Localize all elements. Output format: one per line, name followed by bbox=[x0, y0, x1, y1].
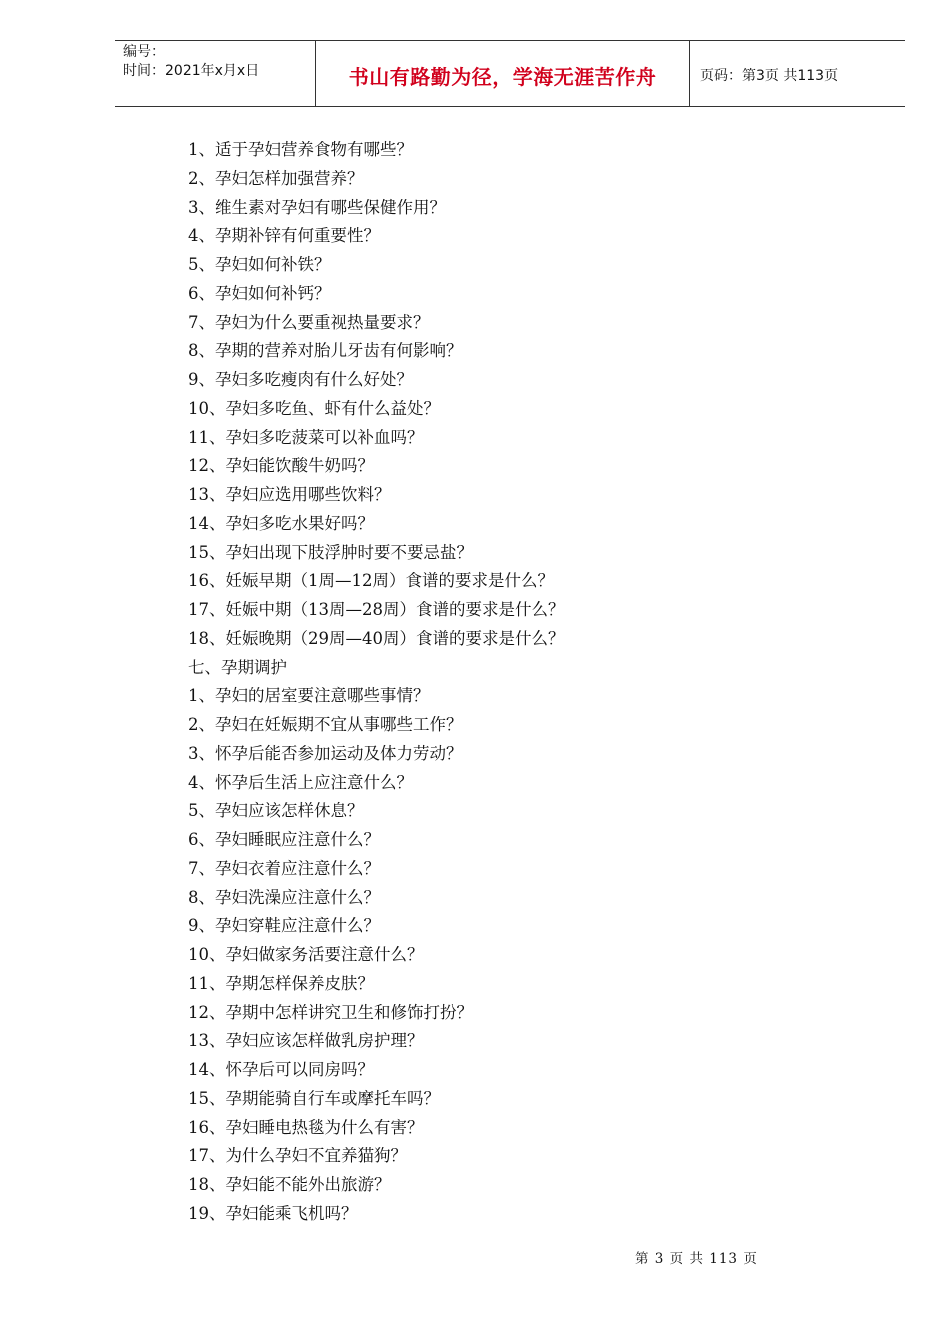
list-item: 2、孕妇怎样加强营养？ bbox=[188, 168, 364, 188]
list-item: 4、怀孕后生活上应注意什么？ bbox=[188, 772, 413, 792]
list-item: 19、孕妇能乘飞机吗？ bbox=[188, 1203, 358, 1223]
list-item: 14、孕妇多吃水果好吗？ bbox=[188, 513, 374, 533]
list-item: 13、孕妇应选用哪些饮料？ bbox=[188, 485, 391, 504]
document-number-label: 编号： bbox=[123, 44, 165, 60]
list-item: 10、孕妇做家务活要注意什么？ bbox=[188, 945, 424, 964]
question-list bbox=[188, 136, 848, 1229]
list-item: 8、孕期的营养对胎儿牙齿有何影响？ bbox=[188, 341, 463, 361]
list-item: 1、适于孕妇营养食物有哪些？ bbox=[188, 140, 413, 159]
list-item: 13、孕妇应该怎样做乳房护理？ bbox=[188, 1031, 424, 1051]
header-meta bbox=[115, 41, 316, 106]
list-item: 12、孕妇能饮酸牛奶吗？ bbox=[188, 456, 374, 476]
list-item: 17、妊娠中期（13周—28周）食谱的要求是什么？ bbox=[188, 600, 565, 619]
list-item: 17、为什么孕妇不宜养猫狗？ bbox=[188, 1146, 407, 1166]
list-item: 6、孕妇睡眠应注意什么？ bbox=[188, 830, 380, 849]
header-motto: 书山有路勤为径，学海无涯苦作舟 bbox=[348, 65, 657, 89]
list-item: 3、怀孕后能否参加运动及体力劳动？ bbox=[188, 743, 463, 763]
list-item: 11、孕妇多吃菠菜可以补血吗？ bbox=[188, 427, 424, 447]
list-item: 6、孕妇如何补钙？ bbox=[188, 283, 331, 303]
list-item: 7、孕妇为什么要重视热量要求？ bbox=[188, 312, 430, 332]
header-motto-cell bbox=[316, 41, 690, 106]
list-item: 4、孕期补锌有何重要性？ bbox=[188, 226, 380, 246]
list-item: 10、孕妇多吃鱼、虾有什么益处？ bbox=[188, 398, 440, 418]
list-item: 15、孕妇出现下肢浮肿时要不要忌盐？ bbox=[188, 542, 473, 562]
header-page-info-cell bbox=[690, 41, 905, 106]
page-header bbox=[115, 40, 905, 107]
list-item: 1、孕妇的居室要注意哪些事情？ bbox=[188, 686, 430, 706]
list-item: 5、孕妇应该怎样休息？ bbox=[188, 801, 364, 821]
list-item: 3、维生素对孕妇有哪些保健作用？ bbox=[188, 197, 446, 217]
list-item: 15、孕期能骑自行车或摩托车吗？ bbox=[188, 1088, 440, 1108]
page-footer: 第 3 页 共 113 页 bbox=[635, 1251, 758, 1267]
list-item: 16、妊娠早期（1周—12周）食谱的要求是什么？ bbox=[188, 571, 554, 591]
list-item: 8、孕妇洗澡应注意什么？ bbox=[188, 887, 380, 907]
list-item: 9、孕妇多吃瘦肉有什么好处？ bbox=[188, 370, 413, 389]
list-item: 5、孕妇如何补铁？ bbox=[188, 255, 331, 274]
document-time-label: 时间：2021年x月x日 bbox=[123, 63, 260, 79]
list-item: 14、怀孕后可以同房吗？ bbox=[188, 1060, 374, 1079]
section-heading: 七、孕期调护 bbox=[188, 657, 287, 677]
list-item: 16、孕妇睡电热毯为什么有害？ bbox=[188, 1117, 424, 1137]
list-item: 18、妊娠晚期（29周—40周）食谱的要求是什么？ bbox=[188, 628, 565, 648]
list-item: 11、孕期怎样保养皮肤？ bbox=[188, 973, 374, 993]
list-item: 2、孕妇在妊娠期不宜从事哪些工作？ bbox=[188, 715, 463, 734]
list-item: 12、孕期中怎样讲究卫生和修饰打扮？ bbox=[188, 1002, 473, 1022]
list-item: 7、孕妇衣着应注意什么？ bbox=[188, 858, 380, 878]
header-page-info: 页码：第3页 共113页 bbox=[700, 67, 839, 84]
list-item: 9、孕妇穿鞋应注意什么？ bbox=[188, 916, 380, 936]
list-item: 18、孕妇能不能外出旅游？ bbox=[188, 1175, 391, 1194]
